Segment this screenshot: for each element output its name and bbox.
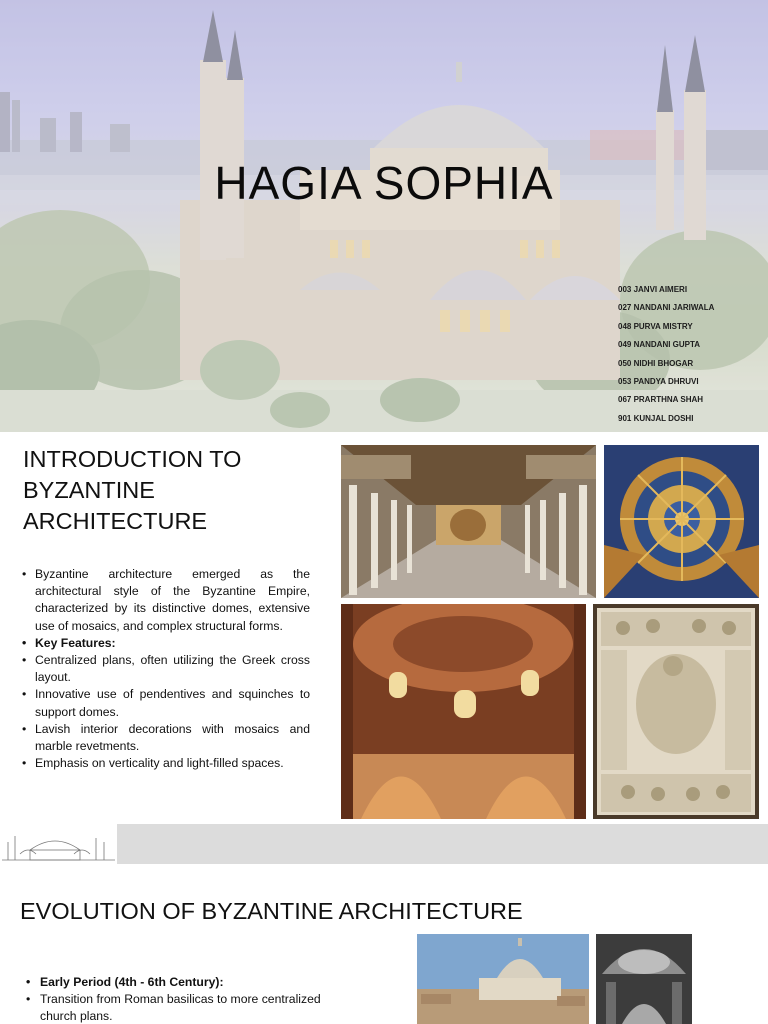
introduction-slide (0, 432, 768, 866)
bullet-item: • Key Features: (20, 635, 310, 652)
bullet-item: • Early Period (4th - 6th Century): (24, 974, 354, 991)
member-name: 067 PRARTHNA SHAH (618, 395, 704, 405)
bullet-item: • Centralized plans, often utilizing the Greek cross layout. (20, 652, 310, 686)
basilica-skyline-photo (417, 934, 589, 1024)
mosaic-dome-photo (604, 445, 759, 598)
cover-slide (0, 0, 768, 432)
member-name: 049 NANDANI GUPTA (618, 340, 701, 350)
evolution-slide (0, 866, 768, 1024)
intro-title-line: ARCHITECTURE (23, 508, 208, 534)
basilica-nave-photo (341, 445, 596, 598)
bullet-item: • Innovative use of pendentives and squinches to support domes. (20, 686, 310, 720)
interior-bw-photo (596, 934, 692, 1024)
member-list (618, 286, 738, 432)
member-name: 003 JANVI AIMERI (618, 285, 688, 294)
member-name: 050 NIDHI BHOGAR (618, 358, 694, 368)
intro-title-line: INTRODUCTION TO (23, 446, 242, 472)
intro-title-line: BYZANTINE (23, 477, 155, 503)
member-name: 901 KUNJAL DOSHI (618, 413, 694, 423)
bullet-item: • Emphasis on verticality and light-filled spaces. (20, 755, 310, 772)
hagia-sophia-sketch-icon (0, 824, 117, 864)
member-name: 048 PURVA MISTRY (618, 321, 693, 331)
evolution-title: EVOLUTION OF BYZANTINE ARCHITECTURE (20, 898, 523, 924)
intro-bullet-list (20, 566, 310, 772)
intro-title (23, 444, 323, 537)
ivory-relief-photo (593, 604, 759, 819)
member-name: 027 NANDANI JARIWALA (618, 303, 715, 313)
bullet-item: • Lavish interior decorations with mosaics and marble revetments. (20, 721, 310, 755)
bullet-item: • Transition from Roman basilicas to more centralized church plans. (24, 991, 354, 1024)
member-name: 053 PANDYA DHRUVI (618, 376, 699, 386)
evolution-bullet-list (24, 974, 354, 1024)
bullet-item: • Byzantine architecture emerged as the architectural style of the Byzantine Empire, characterized by its distinctive domes, extensive use of mosaics, and complex structural forms. (20, 566, 310, 635)
cover-title: HAGIA SOPHIA (214, 157, 554, 209)
dome-interior-photo (341, 604, 586, 819)
